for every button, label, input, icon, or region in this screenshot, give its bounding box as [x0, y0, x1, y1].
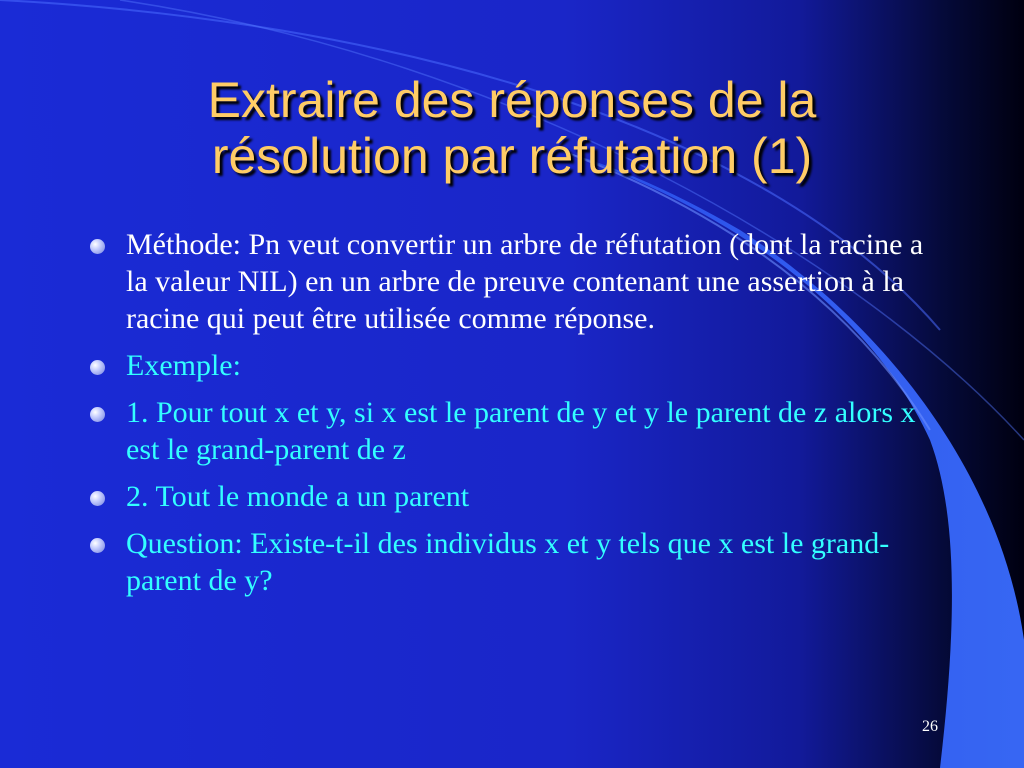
bullet-item-rule-2 — [88, 478, 948, 515]
bullet-text: Question: Existe-t-il des individus x et y tels que x est le grand-parent de y? — [126, 527, 890, 597]
bullet-item-question — [88, 525, 948, 599]
bullet-text: 1. Pour tout x et y, si x est le parent de y et y le parent de z alors x est le grand-parent de z — [126, 396, 916, 466]
bullet-text: 2. Tout le monde a un parent — [126, 480, 470, 513]
bullet-icon — [90, 491, 105, 506]
bullet-item-example — [88, 347, 948, 384]
page-number: 26 — [922, 718, 938, 735]
bullet-text: Méthode: Pn veut convertir un arbre de réfutation (dont la racine a la valeur NIL) en un arbre de preuve contenant une assertion à la racine qui peut être utilisée comme réponse. — [126, 228, 924, 335]
bullet-icon — [90, 239, 105, 254]
bullet-icon — [90, 360, 105, 375]
title-line-2: résolution par réfutation (1) — [211, 128, 813, 184]
bullet-icon — [90, 538, 105, 553]
bullet-item-method — [88, 226, 948, 337]
title-line-1: Extraire des réponses de la — [207, 72, 817, 128]
bullet-list — [88, 226, 948, 609]
bullet-item-rule-1 — [88, 394, 948, 468]
slide-title — [40, 72, 984, 184]
bullet-text: Exemple: — [126, 349, 241, 382]
bullet-icon — [90, 407, 105, 422]
